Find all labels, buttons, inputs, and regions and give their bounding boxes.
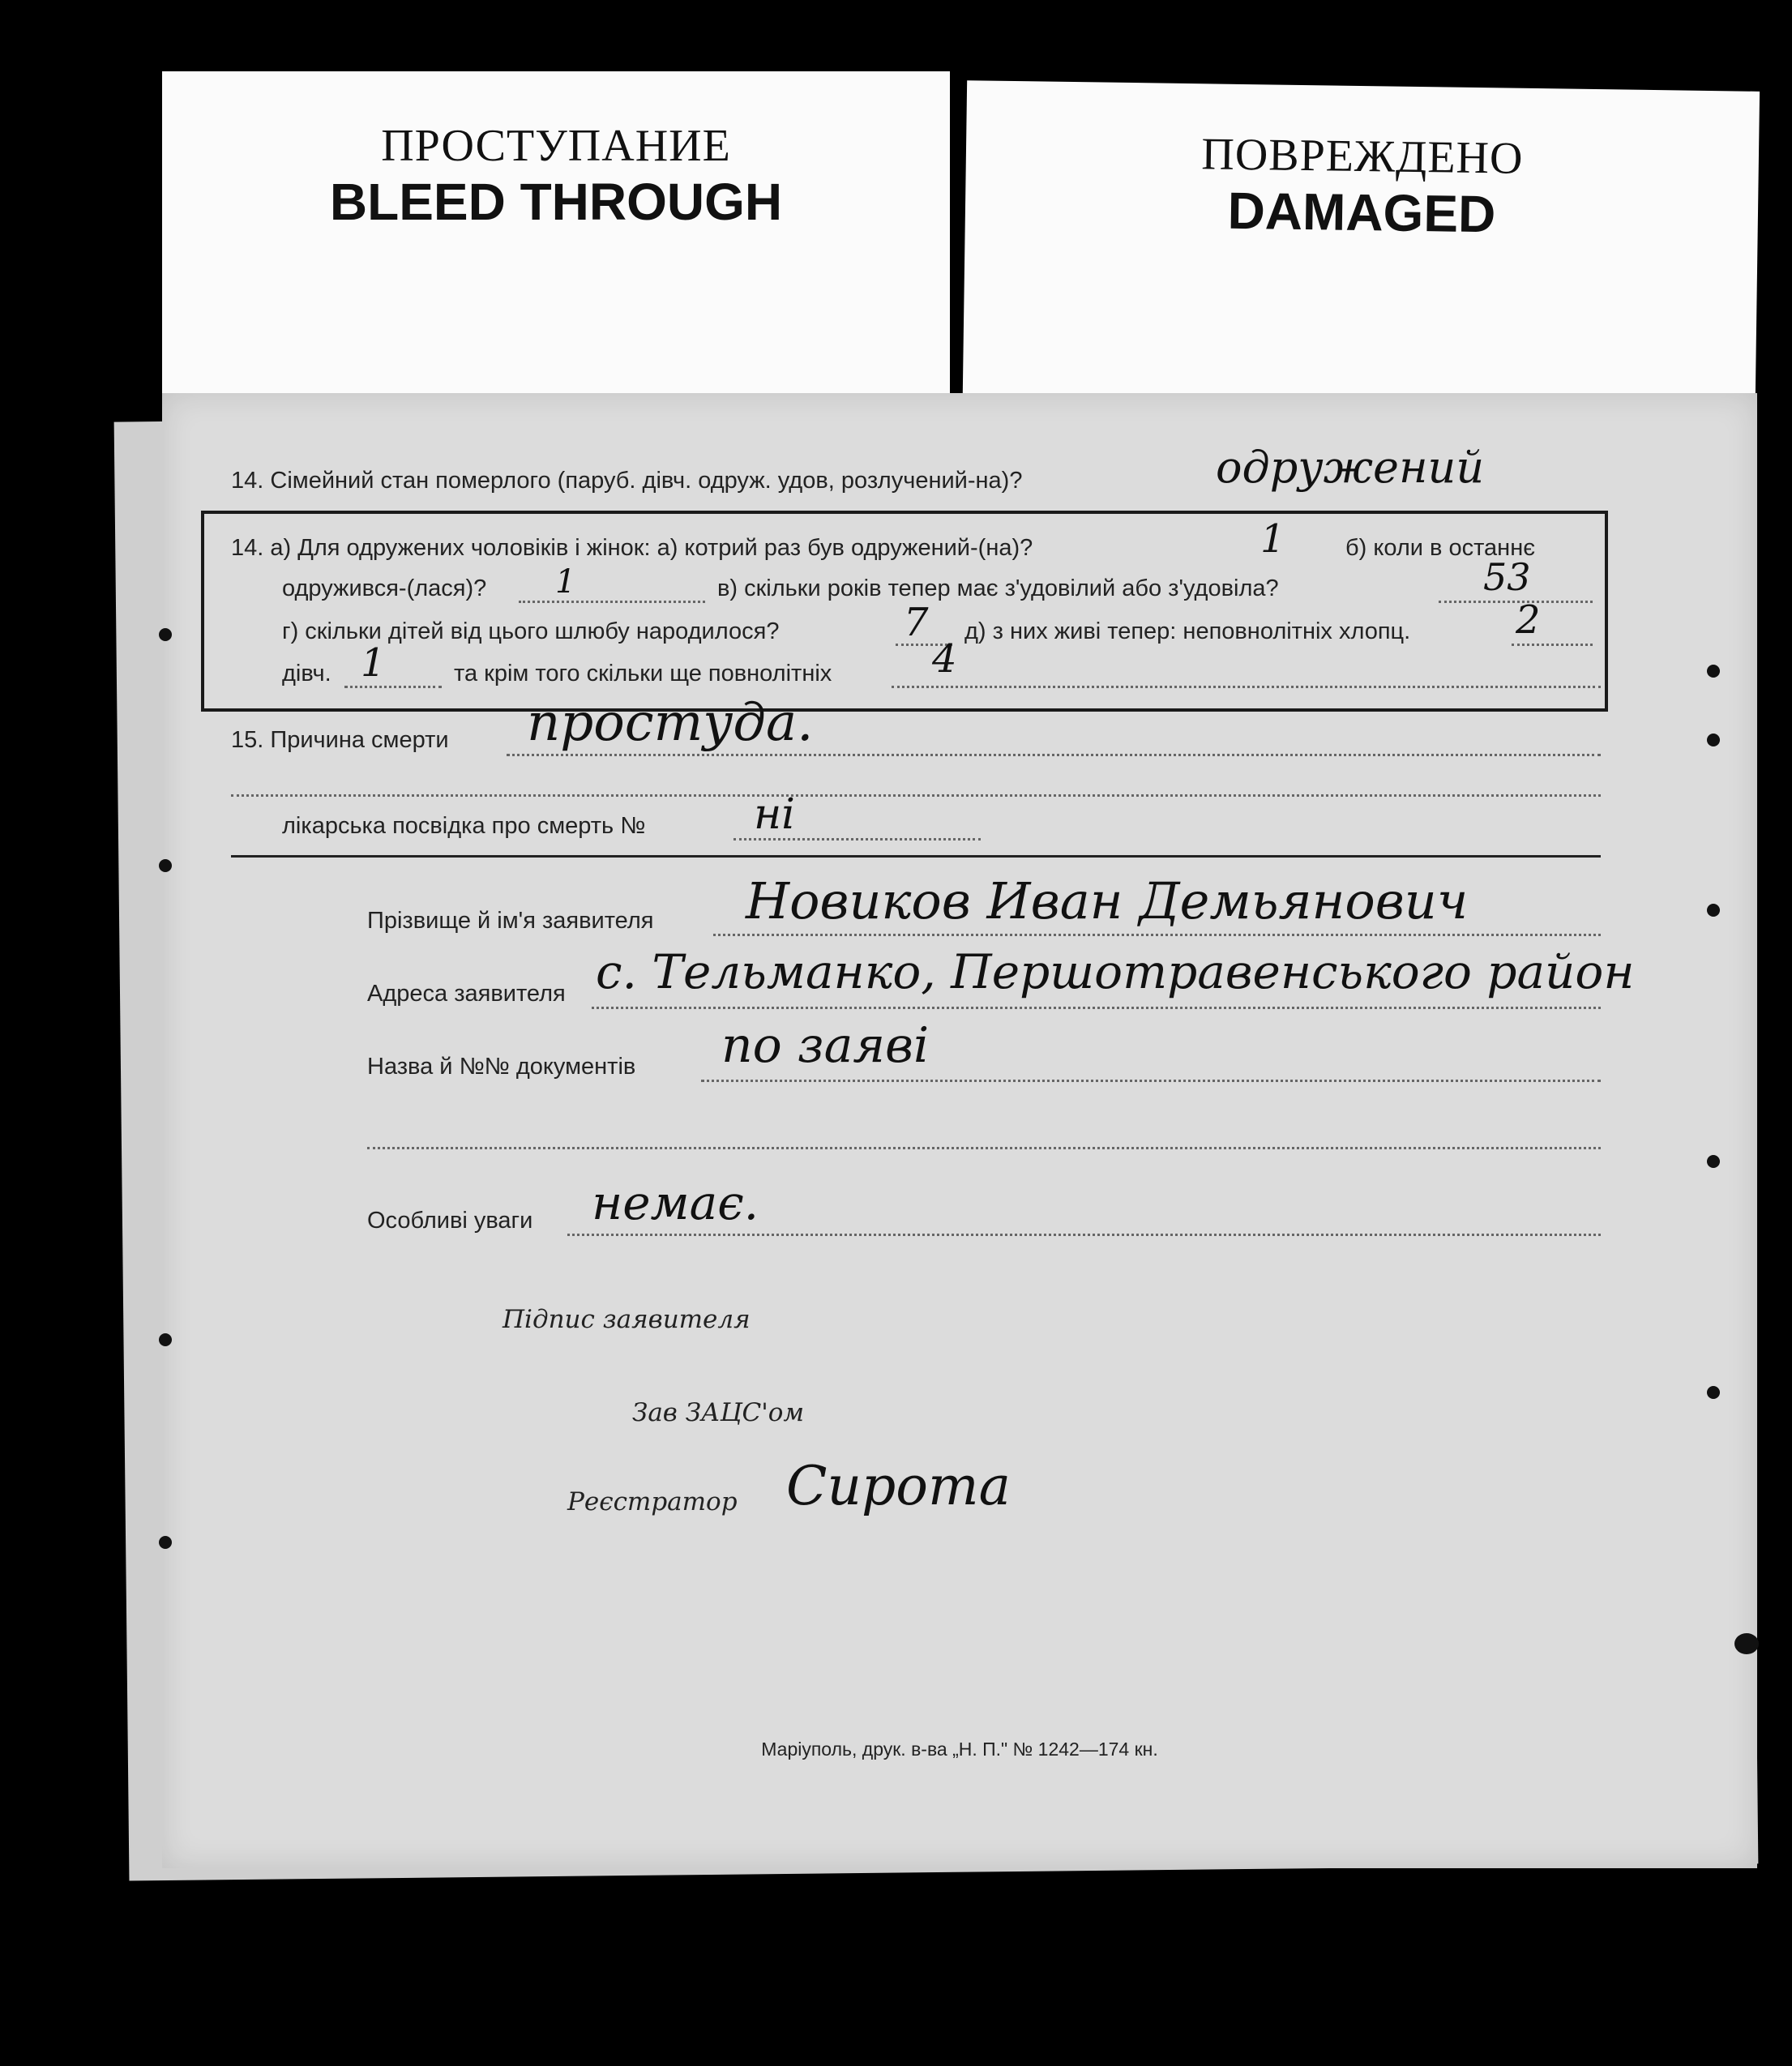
death-record-form [162,393,1757,1868]
registrar-signature: Сирота [786,1455,1011,1517]
q14a-line4-a: дівч. [282,661,331,687]
punch-hole [1707,1386,1720,1399]
q14a-line2-a: одружився-(лася)? [282,575,487,601]
documents-label: Назва й №№ документів [367,1054,636,1080]
damaged-label-ru: ПОВРЕЖДЕНО [1200,129,1524,184]
q14a-line2-b: в) скільки років тепер має з'удовілий або з'удовіла? [717,575,1279,601]
q14a-value-g: 4 [932,636,957,682]
q14a-value-f: 1 [361,640,386,686]
registrar-label: Реєстратор [567,1487,738,1516]
punch-hole [1707,1155,1720,1168]
q15-certificate-label: лікарська посвідка про смерть № [282,813,646,839]
q14-marital-label: 14. Сімейний стан померлого (паруб. дівч. одруж. удов, розлучений-на)? [231,468,1023,494]
punch-hole [159,628,172,641]
q14-marital-value: одружений [1216,442,1485,493]
punch-hole [159,859,172,872]
dotted-line [713,934,1601,936]
q14a-value-c: 53 [1483,555,1531,599]
punch-hole [159,1536,172,1549]
dotted-line [231,794,1601,797]
q14a-line1-a: 14. а) Для одружених чоловіків і жінок: а) котрий раз був одружений-(на)? [231,535,1033,561]
applicant-name-label: Прізвище й ім'я заявителя [367,908,654,934]
q15-certificate-value: ні [754,790,795,839]
dotted-line [592,1007,1601,1009]
dotted-line [507,754,1601,756]
q15-cause-value: простуда. [527,693,814,753]
remarks-label: Особливі уваги [367,1208,533,1234]
punch-hole [1707,734,1720,746]
q14a-line3-a: г) скільки дітей від цього шлюбу народилося? [282,618,780,644]
dotted-line [892,686,1601,688]
section-divider [231,855,1601,858]
applicant-address-label: Адреса заявителя [367,981,566,1007]
q15-cause-label: 15. Причина смерти [231,727,449,753]
documents-value: по заяві [721,1017,930,1074]
applicant-name-value: Новиков Иван Демьянович [746,871,1469,930]
q14a-line4-b: та крім того скільки ще повнолітніх [454,661,832,687]
punch-hole [1734,1633,1759,1654]
bleed-through-label-en: BLEED THROUGH [329,173,783,231]
q14a-value-e: 2 [1516,597,1541,643]
dotted-line [1512,644,1593,646]
dotted-line [367,1147,1601,1149]
damaged-label-en: DAMAGED [1227,181,1496,244]
q14a-value-b: 1 [555,563,576,601]
head-zags-label: Зав ЗАЦС'ом [632,1398,805,1427]
bleed-through-label-ru: ПРОСТУПАНИЕ [381,121,731,171]
remarks-value: немає. [592,1175,759,1230]
dotted-line [344,686,442,688]
dotted-line [567,1234,1601,1236]
punch-hole [1707,665,1720,678]
punch-hole [1707,904,1720,917]
applicant-address-value: с. Тельманко, Першотравенського район [596,944,1635,999]
q14a-line3-b: д) з них живі тепер: неповнолітніх хлопц. [964,618,1411,644]
q14a-value-d: 7 [904,600,929,645]
punch-hole [159,1333,172,1346]
printer-footer: Маріуполь, друк. в-ва „Н. П." № 1242—174 кн. [761,1739,1158,1760]
q14a-value-a: 1 [1260,516,1285,562]
applicant-signature-label: Підпис заявителя [503,1305,751,1334]
dotted-line [519,601,705,603]
dotted-line [701,1080,1601,1082]
bleed-through-card [162,71,950,436]
q14a-line1-b: б) коли в останнє [1345,535,1536,561]
